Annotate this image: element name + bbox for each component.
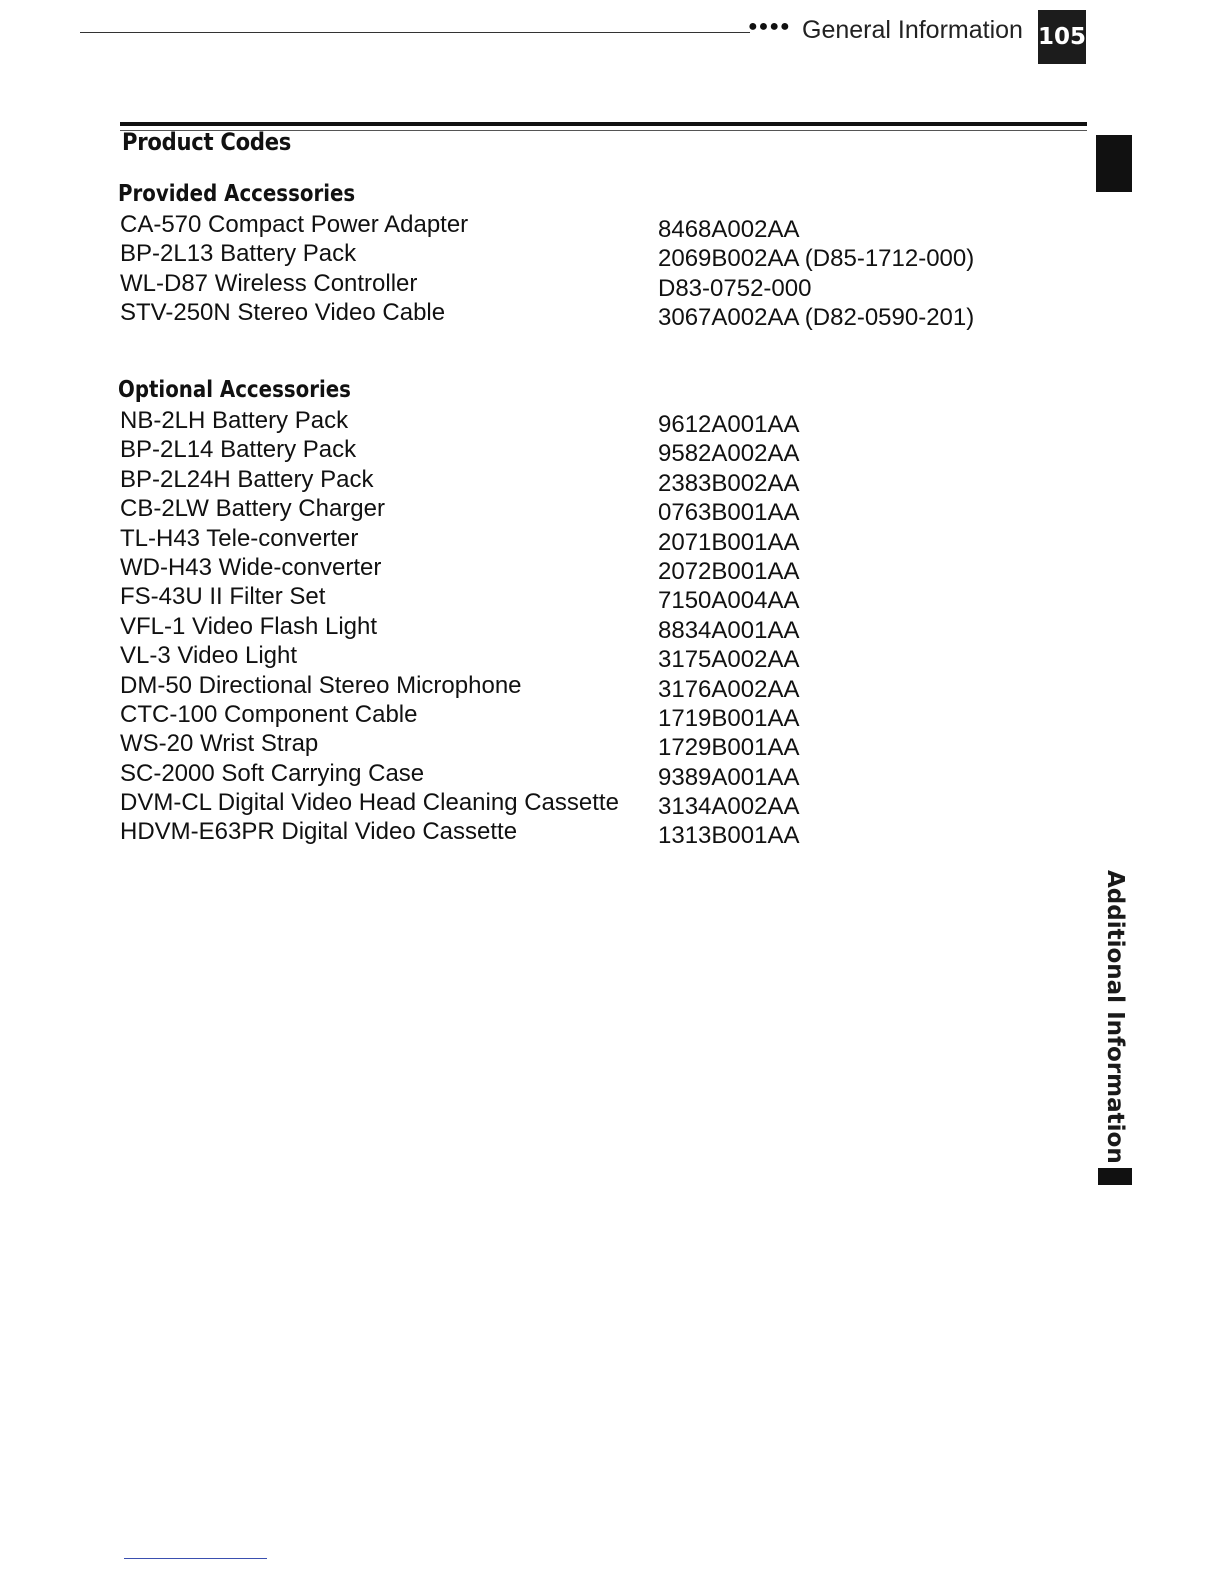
product-code: 1719B001AA bbox=[658, 704, 800, 732]
product-row bbox=[118, 298, 1018, 332]
product-name: WL-D87 Wireless Controller bbox=[120, 269, 418, 297]
product-row bbox=[118, 582, 1018, 615]
product-name: SC-2000 Soft Carrying Case bbox=[120, 759, 425, 787]
header-title: General Information bbox=[802, 16, 1023, 44]
optional-accessories-heading: Optional Accessories bbox=[118, 377, 351, 403]
product-name: CB-2LW Battery Charger bbox=[120, 495, 385, 523]
product-name: STV-250N Stereo Video Cable bbox=[120, 299, 446, 327]
product-name: HDVM-E63PR Digital Video Cassette bbox=[120, 818, 518, 846]
product-name: BP-2L13 Battery Pack bbox=[120, 240, 357, 268]
product-code: 3176A002AA bbox=[658, 675, 800, 703]
product-code: 1313B001AA bbox=[658, 822, 800, 850]
page-number: 105 bbox=[1038, 10, 1086, 64]
product-code: 1729B001AA bbox=[658, 734, 800, 762]
product-name: VL-3 Video Light bbox=[120, 642, 298, 670]
product-row bbox=[118, 700, 1018, 732]
product-code: 8468A002AA bbox=[658, 216, 800, 243]
product-row bbox=[118, 465, 1018, 497]
product-code: 7150A004AA bbox=[658, 587, 800, 615]
product-row bbox=[118, 671, 1018, 703]
product-name: WS-20 Wrist Strap bbox=[120, 730, 319, 758]
product-name: CTC-100 Component Cable bbox=[120, 700, 418, 728]
product-code: 9612A001AA bbox=[658, 411, 800, 438]
product-name: NB-2LH Battery Pack bbox=[120, 407, 349, 434]
header-rule bbox=[80, 32, 750, 33]
side-tab-marker-bottom bbox=[1098, 1168, 1132, 1185]
product-row bbox=[118, 435, 1018, 468]
product-code: 2072B001AA bbox=[658, 557, 800, 585]
product-row bbox=[118, 759, 1018, 791]
product-row bbox=[118, 817, 1018, 850]
product-name: CA-570 Compact Power Adapter bbox=[120, 211, 469, 238]
product-code: 2071B001AA bbox=[658, 528, 800, 556]
product-name: DM-50 Directional Stereo Microphone bbox=[120, 671, 522, 699]
section-title: Product Codes bbox=[122, 128, 292, 156]
product-code: 9582A002AA bbox=[658, 440, 800, 468]
product-code: D83-0752-000 bbox=[658, 274, 812, 302]
footer-rule bbox=[124, 1558, 267, 1559]
product-name: TL-H43 Tele-converter bbox=[120, 524, 359, 552]
product-name: FS-43U II Filter Set bbox=[120, 583, 326, 611]
side-tab-label: Additional Information bbox=[1102, 870, 1128, 1164]
product-row bbox=[118, 788, 1018, 821]
product-row bbox=[118, 641, 1018, 674]
product-name: WD-H43 Wide-converter bbox=[120, 553, 382, 581]
product-name: DVM-CL Digital Video Head Cleaning Cassette bbox=[120, 789, 619, 817]
product-row bbox=[118, 729, 1018, 762]
product-name: VFL-1 Video Flash Light bbox=[120, 612, 378, 640]
header-dots: ●●●● bbox=[748, 18, 791, 35]
provided-accessories bbox=[118, 178, 1018, 332]
product-code: 9389A001AA bbox=[658, 763, 800, 791]
product-code: 2383B002AA bbox=[658, 469, 800, 497]
product-code: 8834A001AA bbox=[658, 616, 800, 644]
product-row bbox=[118, 553, 1018, 585]
product-code: 0763B001AA bbox=[658, 499, 800, 527]
provided-accessories-heading: Provided Accessories bbox=[118, 181, 356, 207]
product-row bbox=[118, 210, 1018, 243]
product-row bbox=[118, 269, 1018, 302]
product-name: BP-2L24H Battery Pack bbox=[120, 465, 374, 493]
product-name: BP-2L14 Battery Pack bbox=[120, 436, 357, 464]
product-code: 3134A002AA bbox=[658, 793, 800, 821]
product-row bbox=[118, 239, 1018, 273]
product-row bbox=[118, 524, 1018, 556]
product-code: 3067A002AA (D82-0590-201) bbox=[658, 304, 975, 332]
side-tab-marker-top bbox=[1096, 135, 1132, 192]
product-code: 2069B002AA (D85-1712-000) bbox=[658, 245, 975, 273]
product-row bbox=[118, 494, 1018, 527]
product-code: 3175A002AA bbox=[658, 646, 800, 674]
optional-accessories bbox=[118, 374, 1018, 850]
section-rule-thick bbox=[120, 122, 1087, 126]
product-row bbox=[118, 612, 1018, 644]
product-row bbox=[118, 406, 1018, 438]
